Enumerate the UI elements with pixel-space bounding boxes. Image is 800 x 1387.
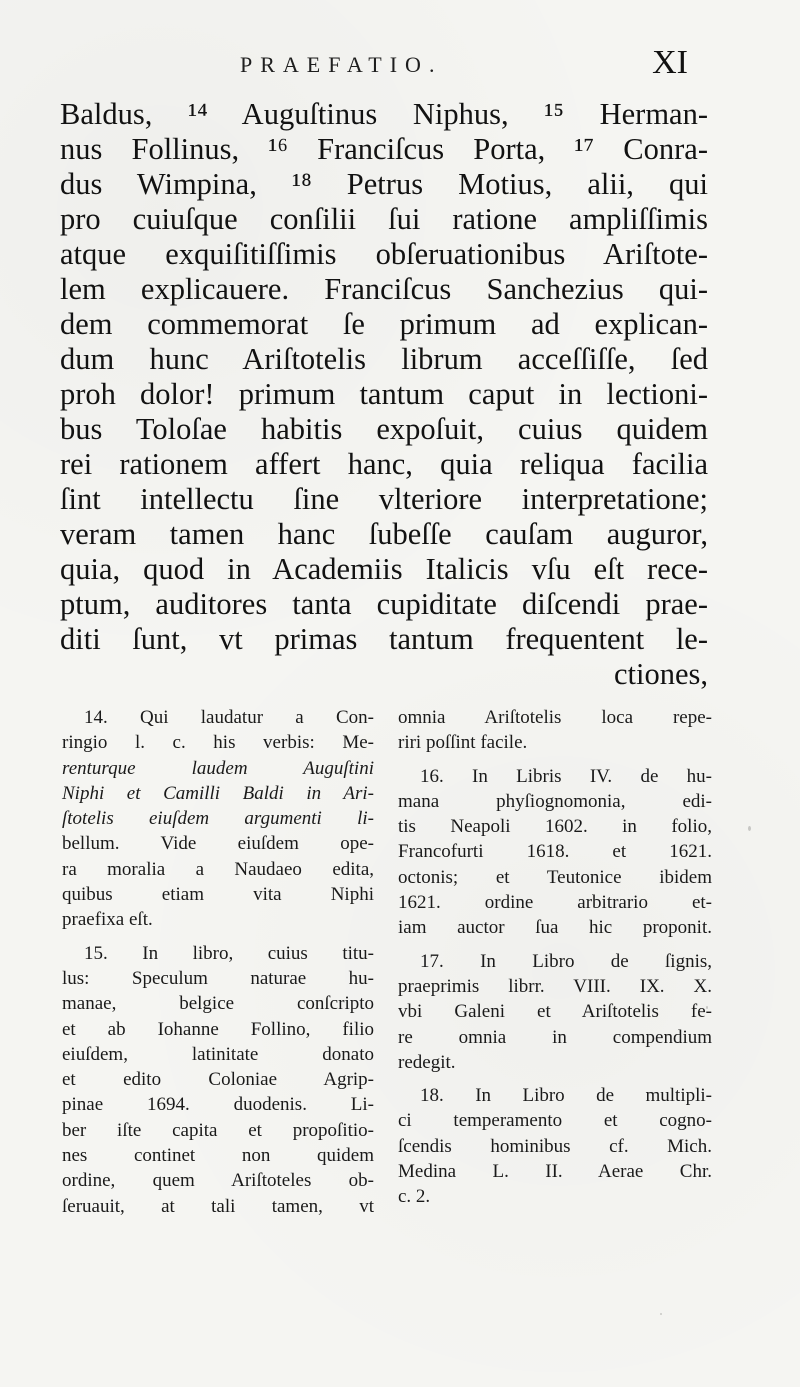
- text-line: ptum, auditores tanta cupiditate diſcendi prae-: [60, 587, 708, 621]
- running-head: [0, 44, 800, 84]
- footnote-line: tis Neapoli 1602. in folio,: [398, 816, 712, 838]
- text-line: rei rationem affert hanc, quia reliqua facilia: [60, 447, 708, 481]
- paper-speck: [706, 1006, 708, 1009]
- footnote-line: omnia Ariſtotelis loca repe-: [398, 707, 712, 728]
- text-line: dum hunc Ariſtotelis librum acceſſiſſe, ſed: [60, 342, 708, 376]
- footnote-line: ſcendis hominibus cf. Mich.: [398, 1135, 712, 1157]
- text-line: pro cuiuſque conſilii ſui ratione ampliſſimis: [60, 202, 708, 236]
- footnote-column-right: [398, 705, 712, 1210]
- footnote-line: ci temperamento et cogno-: [398, 1110, 712, 1132]
- footnote-line: octonis; et Teutonice ibidem: [398, 866, 712, 888]
- text-line: proh dolor! primum tantum caput in lectioni-: [60, 377, 708, 411]
- footnote-line: riri poſſint facile.: [398, 732, 528, 754]
- footnote-line: vbi Galeni et Ariſtotelis fe-: [398, 1001, 712, 1023]
- footnote-line: ſeruauit, at tali tamen, vt: [62, 1195, 374, 1217]
- text-line: diti ſunt, vt primas tantum frequentent le-: [60, 622, 708, 656]
- footnote-line: 16. In Libris IV. de hu-: [420, 765, 712, 787]
- footnote-line: lus: Speculum naturae hu-: [62, 967, 374, 989]
- paper-speck: [748, 826, 751, 831]
- footnote-line: ſtotelis eiuſdem argumenti li-: [62, 808, 374, 830]
- footnote-line: manae, belgice conſcripto: [62, 993, 374, 1015]
- footnote-line: bellum. Vide eiuſdem ope-: [62, 833, 374, 855]
- text-line: nus Follinus, ¹⁶ Franciſcus Porta, ¹⁷ Conra-: [60, 132, 708, 166]
- footnote-line: 1621. ordine arbitrario et-: [398, 892, 712, 914]
- footnote-line: 15. In libro, cuius titu-: [84, 942, 374, 964]
- footnote-line: eiuſdem, latinitate donato: [62, 1043, 374, 1065]
- footnote-line: 17. In Libro de ſignis,: [420, 950, 712, 972]
- footnote-line: iam auctor ſua hic proponit.: [398, 917, 712, 939]
- footnote-line: praefixa eſt.: [62, 909, 153, 931]
- text-line: dus Wimpina, ¹⁸ Petrus Motius, alii, qui: [60, 167, 708, 201]
- text-line: atque exquiſitiſſimis obſeruationibus Ariſtote-: [60, 237, 708, 271]
- text-line: ſint intellectu ſine vlteriore interpretatione;: [60, 482, 708, 516]
- text-line: quia, quod in Academiis Italicis vſu eſt rece-: [60, 552, 708, 586]
- footnote-line: ber iſte capita et propoſitio-: [62, 1119, 374, 1141]
- footnote-line: ringio l. c. his verbis: Me-: [62, 732, 374, 754]
- paper-speck: [660, 1313, 662, 1315]
- footnote-line: nes continet non quidem: [62, 1145, 374, 1167]
- footnote-line: pinae 1694. duodenis. Li-: [62, 1094, 374, 1116]
- footnote-line: praeprimis librr. VIII. IX. X.: [398, 975, 712, 997]
- text-line: veram tamen hanc ſubeſſe cauſam auguror,: [60, 517, 708, 551]
- footnote-line: c. 2.: [398, 1186, 431, 1208]
- page-number: XI: [652, 44, 688, 81]
- text-line: lem explicauere. Franciſcus Sanchezius qui-: [60, 272, 708, 306]
- footnote-line: ra moralia a Naudaeo edita,: [62, 858, 374, 880]
- main-text-block: [60, 97, 708, 692]
- text-line: bus Toloſae habitis expoſuit, cuius quidem: [60, 412, 708, 446]
- footnote-line: mana phyſiognomonia, edi-: [398, 790, 712, 812]
- footnote-line: renturque laudem Auguſtini: [62, 757, 374, 779]
- footnote-line: et edito Coloniae Agrip-: [62, 1069, 374, 1091]
- footnote-line: et ab Iohanne Follino, filio: [62, 1018, 374, 1040]
- text-line: ctiones,: [613, 657, 708, 691]
- footnotes: [62, 705, 712, 1265]
- footnote-line: ordine, quem Ariſtoteles ob-: [62, 1170, 374, 1192]
- footnote-line: 14. Qui laudatur a Con-: [84, 707, 374, 728]
- footnote-line: redegit.: [398, 1051, 456, 1073]
- footnote-line: Francofurti 1618. et 1621.: [398, 841, 712, 863]
- footnote-line: quibus etiam vita Niphi: [62, 884, 374, 906]
- text-line: Baldus, ¹⁴ Auguſtinus Niphus, ¹⁵ Herman-: [60, 97, 708, 131]
- footnote-line: Niphi et Camilli Baldi in Ari-: [62, 782, 374, 804]
- footnote-column-left: [62, 705, 374, 1219]
- text-line: dem commemorat ſe primum ad explican-: [60, 307, 708, 341]
- running-title: PRAEFATIO.: [240, 52, 443, 77]
- footnote-line: re omnia in compendium: [398, 1026, 712, 1048]
- footnote-line: Medina L. II. Aerae Chr.: [398, 1161, 712, 1183]
- footnote-line: 18. In Libro de multipli-: [420, 1085, 712, 1107]
